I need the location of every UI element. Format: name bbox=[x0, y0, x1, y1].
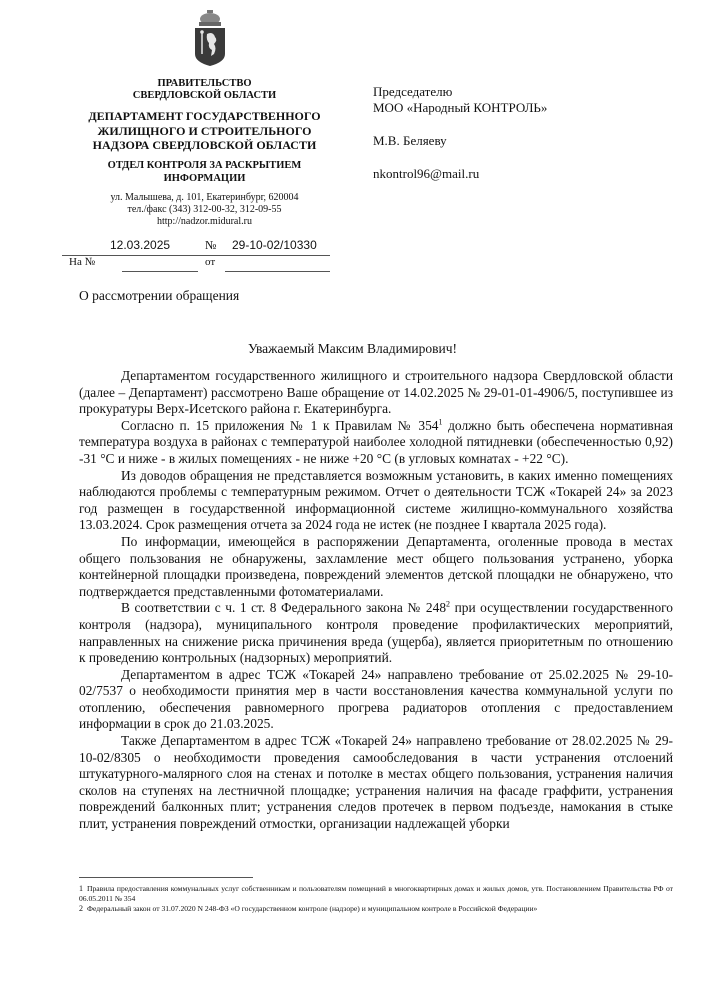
footnote-separator bbox=[79, 877, 253, 878]
reply-to-label: На № bbox=[69, 256, 96, 268]
contact-block bbox=[62, 192, 347, 228]
phone-fax: тел./факс (343) 312-00-32, 312-09-55 bbox=[127, 204, 282, 215]
paragraph: Согласно п. 15 приложения № 1 к Правилам № $354^1$ должно быть обеспечена нормативная температура воздуха в районах с температурой наиболее холодной пятидневки (обеспеченностью 0,92) -31 °C и ниже - в жилых помещениях - не ниже +20 °C (в угловых комнатах - +22 °C). bbox=[79, 417, 673, 466]
division-line-1: ОТДЕЛ КОНТРОЛЯ ЗА РАСКРЫТИЕМ bbox=[107, 160, 302, 171]
outgoing-date: 12.03.2025 bbox=[110, 238, 171, 252]
outgoing-number: 29-10-02/10330 bbox=[232, 238, 317, 252]
salutation: Уважаемый Максим Владимирович! bbox=[247, 341, 458, 356]
footnote-ref[interactable]: 2 bbox=[446, 599, 451, 609]
paragraph: Департаментом государственного жилищного и строительного надзора Свердловской области (далее – Департамент) рассмотрено Ваше обращение от 14.02.2025 № 29-01-01-4906/5, поступившее из прокуратуры Верх-Исетского района г. Екатеринбурга. bbox=[79, 368, 673, 417]
footnote-ref[interactable]: 1 bbox=[438, 417, 443, 427]
paragraph: Также Департаментом в адрес ТСЖ «Токарей 24» направлено требование от 28.02.2025 № 29-10-02/8305 о необходимости проведения самообследования в части устранения отслоений штукатурного-малярного слоя на стенах и потолке в местах общего пользования, устранения наличия сколов на ступенях на лестничной площадке; устранения наличия на фасаде граффити, устранения повреждений балконных плит; устранения следов протечек в первом подъезде, намокания в стыке плит, устранения повреждений отмостки, организации надлежащей уборки bbox=[79, 733, 673, 832]
government-title bbox=[62, 78, 347, 102]
recipient-block bbox=[373, 84, 547, 182]
postal-address: ул. Малышева, д. 101, Екатеринбург, 620004 bbox=[110, 192, 299, 203]
paragraph: В соответствии с ч. 1 ст. 8 Федерального закона № $248^2$ при осуществлении государственного контроля (надзора), муниципального контроля проведение профилактических мероприятий, направленных на снижение риска причинения вреда (ущерба), является приоритетным по отношению к проведению контрольных (надзорных) мероприятий. bbox=[79, 599, 673, 666]
government-line-1: ПРАВИТЕЛЬСТВО bbox=[157, 78, 252, 89]
letter-body bbox=[79, 368, 673, 833]
website-link[interactable]: http://nadzor.midural.ru bbox=[157, 216, 252, 227]
recipient-organization: МОО «Народный КОНТРОЛЬ» bbox=[373, 100, 548, 115]
department-line-3: НАДЗОРА СВЕРДЛОВСКОЙ ОБЛАСТИ bbox=[92, 138, 317, 152]
number-sign: № bbox=[205, 238, 217, 252]
footnote-2: 2 Федеральный закон от 31.07.2020 N 248-ФЗ «О государственном контроле (надзоре) и муниципальном контроле в Российской Федерации» bbox=[79, 904, 538, 913]
department-line-2: ЖИЛИЩНОГО И СТРОИТЕЛЬНОГО bbox=[97, 123, 312, 138]
from-label: от bbox=[205, 256, 216, 268]
coat-of-arms-icon bbox=[190, 10, 230, 68]
registration-rule bbox=[62, 255, 330, 256]
reply-to-field bbox=[122, 271, 198, 272]
recipient-position: Председателю bbox=[373, 84, 453, 99]
footnotes bbox=[79, 884, 673, 914]
recipient-email[interactable]: nkontrol96@mail.ru bbox=[373, 166, 480, 181]
department-line-1: ДЕПАРТАМЕНТ ГОСУДАРСТВЕННОГО bbox=[88, 109, 321, 123]
division-title bbox=[62, 160, 347, 185]
letter-subject: О рассмотрении обращения bbox=[79, 288, 240, 303]
department-title bbox=[62, 109, 347, 153]
paragraph: Из доводов обращения не представляется возможным установить, в каких именно помещениях наблюдаются проблемы с температурным режимом. Отчет о деятельности ТСЖ «Токарей 24» за 2023 год размещен в государственной информационной системе жилищно-коммунального хозяйства 13.03.2024. Срок размещения отчета за 2024 года не истек (не позднее I квартала 2025 года). bbox=[79, 467, 673, 533]
paragraph: Департаментом в адрес ТСЖ «Токарей 24» направлено требование от 25.02.2025 № 29-10-02/7537 о необходимости принятия мер в части восстановления качества коммунальной услуги по отоплению, обеспечения равномерного прогрева радиаторов отопления с предоставлением информации в срок до 21.03.2025. bbox=[79, 666, 673, 732]
footnote-1: 1 Правила предоставления коммунальных услуг собственникам и пользователям помещений в многоквартирных домах и жилых домов, утв. Постановлением Правительства РФ от 06.05.2011 № 354 bbox=[79, 884, 673, 903]
division-line-2: ИНФОРМАЦИИ bbox=[163, 172, 246, 184]
government-line-2: СВЕРДЛОВСКОЙ ОБЛАСТИ bbox=[132, 90, 277, 101]
paragraph: По информации, имеющейся в распоряжении Департамента, оголенные провода в местах общего пользования не обнаружены, захламление мест общего пользования устранено, уборка контейнерной площадки произведена, повреждений элементов детской площадки не обнаружено, что подтверждается представленными фотоматериалами. bbox=[79, 533, 673, 599]
recipient-name: М.В. Беляеву bbox=[373, 133, 447, 148]
from-date-field bbox=[225, 271, 330, 272]
registration-block bbox=[62, 238, 330, 274]
